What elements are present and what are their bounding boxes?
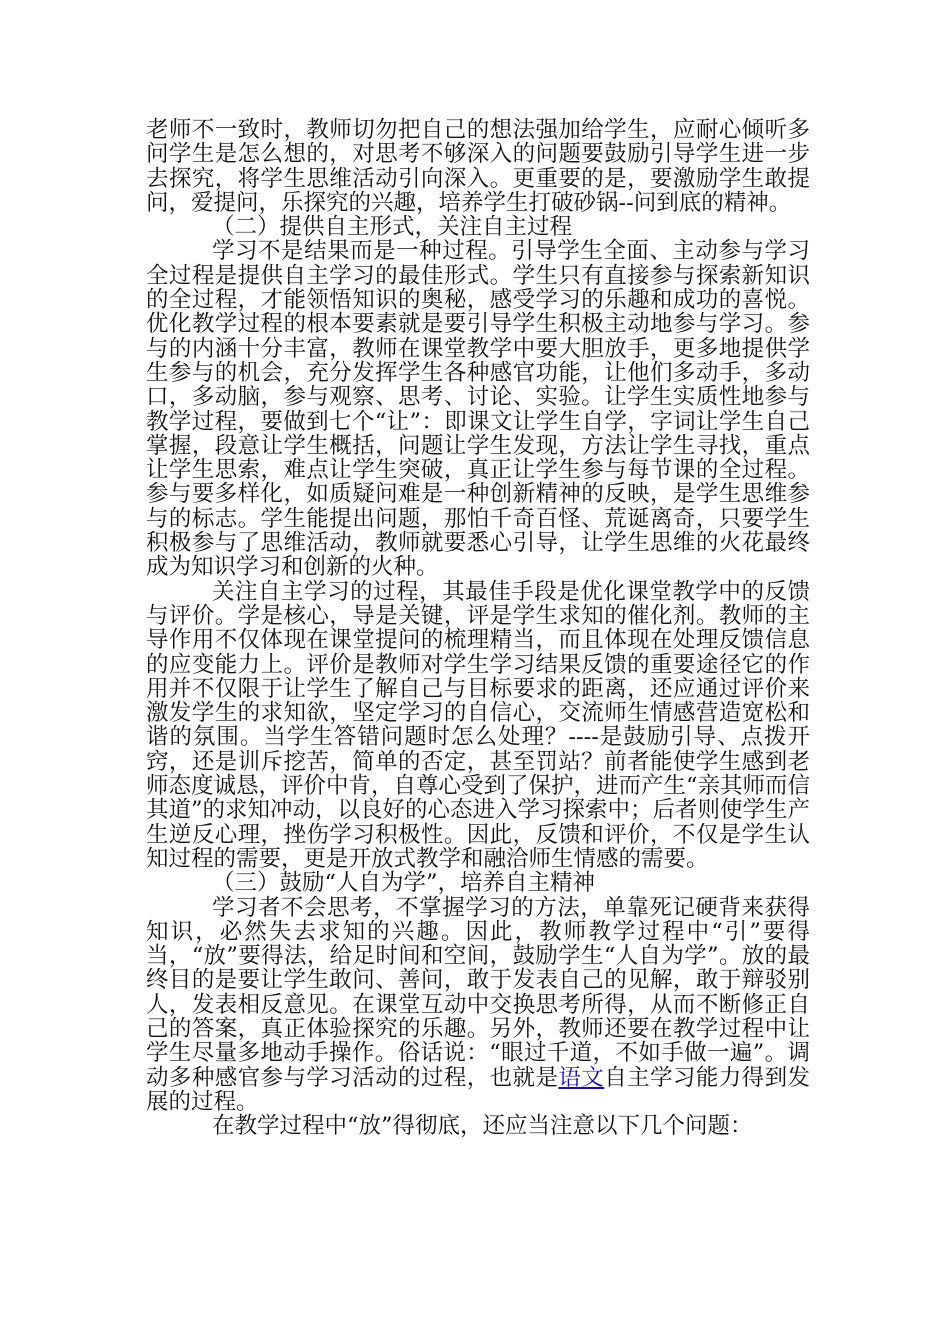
paragraph-self-learning-tail: 自主学习能力得到发展的过程。 — [146, 1064, 810, 1115]
document-page — [146, 118, 810, 1138]
paragraph-intro: 老师不一致时，教师切勿把自己的想法强加给学生，应耐心倾听多问学生是怎么想的，对思考不够深入的问题要鼓励引导学生进一步去探究，将学生思维活动引向深入。更重要的是，要激励学生敢提问，爱提问，乐探究的兴趣，培养学生打破砂锅--问到底的精神。 — [146, 117, 810, 216]
chinese-link[interactable]: 语文 — [558, 1064, 605, 1091]
paragraph-self-learning-text: 学习者不会思考，不掌握学习的方法，单靠死记硬背来获得知识，必然失去求知的兴趣。因此，教师教学过程中“引”要得当，“放”要得法，给足时间和空间，鼓励学生“人自为学”。放的最终目的是要让学生敢问、善问，敢于发表自己的见解，敢于辩驳别人，发表相反意见。在课堂互动中交换思考所得，从而不断修正自己的答案，真正体验探究的乐趣。另外，教师还要在教学过程中让学生尽量多地动手操作。俗话说：“眼过千道，不如手做一遍”。调动多种感官参与学习活动的过程，也就是 — [146, 894, 810, 1091]
section-heading-2: （二）提供自主形式，关注自主过程 — [212, 214, 573, 241]
paragraph-self-learning — [146, 896, 810, 1115]
paragraph-feedback: 关注自主学习的过程，其最佳手段是优化课堂教学中的反馈与评价。学是核心，导是关键，评是学生求知的催化剂。教师的主导作用不仅体现在课堂提问的梳理精当，而且体现在处理反馈信息的应变能力上。评价是教师对学生学习结果反馈的重要途径它的作用并不仅限于让学生了解自己与目标要求的距离，还应通过评价来激发学生的求知欲，坚定学习的自信心，交流师生情感营造宽松和谐的氛围。当学生答错问题时怎么处理？----是鼓励引导、点拨开窍，还是训斥挖苦，简单的否定，甚至罚站？前者能使学生感到老师态度诚恳，评价中肯，自尊心受到了保护，进而产生“亲其师而信其道”的求知冲动，以良好的心态进入学习探索中；后者则使学生产生逆反心理，挫伤学习积极性。因此，反馈和评价，不仅是学生认知过程的需要，更是开放式教学和融洽师生情感的需要。 — [146, 578, 811, 872]
section-heading-3: （三）鼓励“人自为学”，培养自主精神 — [212, 870, 596, 897]
paragraph-issues: 在教学过程中“放”得彻底，还应当注意以下几个问题： — [212, 1113, 753, 1140]
paragraph-process: 学习不是结果而是一种过程。引导学生全面、主动参与学习全过程是提供自主学习的最佳形式。学生只有直接参与探索新知识的全过程，才能领悟知识的奥秘，感受学习的乐趣和成功的喜悦。优化教学过程的根本要素就是要引导学生积极主动地参与学习。参与的内涵十分丰富，教师在课堂教学中要大胆放手，更多地提供学生参与的机会，充分发挥学生各种感官功能，让他们多动手，多动口，多动脑，参与观察、思考、讨论、实验。让学生实质性地参与教学过程，要做到七个“让”：即课文让学生自学，字词让学生自己掌握，段意让学生概括，问题让学生发现，方法让学生寻找，重点让学生思索，难点让学生突破，真正让学生参与每节课的全过程。参与要多样化，如质疑问难是一种创新精神的反映，是学生思维参与的标志。学生能提出问题，那怕千奇百怪、荒诞离奇，只要学生积极参与了思维活动，教师就要悉心引导，让学生思维的火花最终成为知识学习和创新的火种。 — [146, 238, 810, 581]
